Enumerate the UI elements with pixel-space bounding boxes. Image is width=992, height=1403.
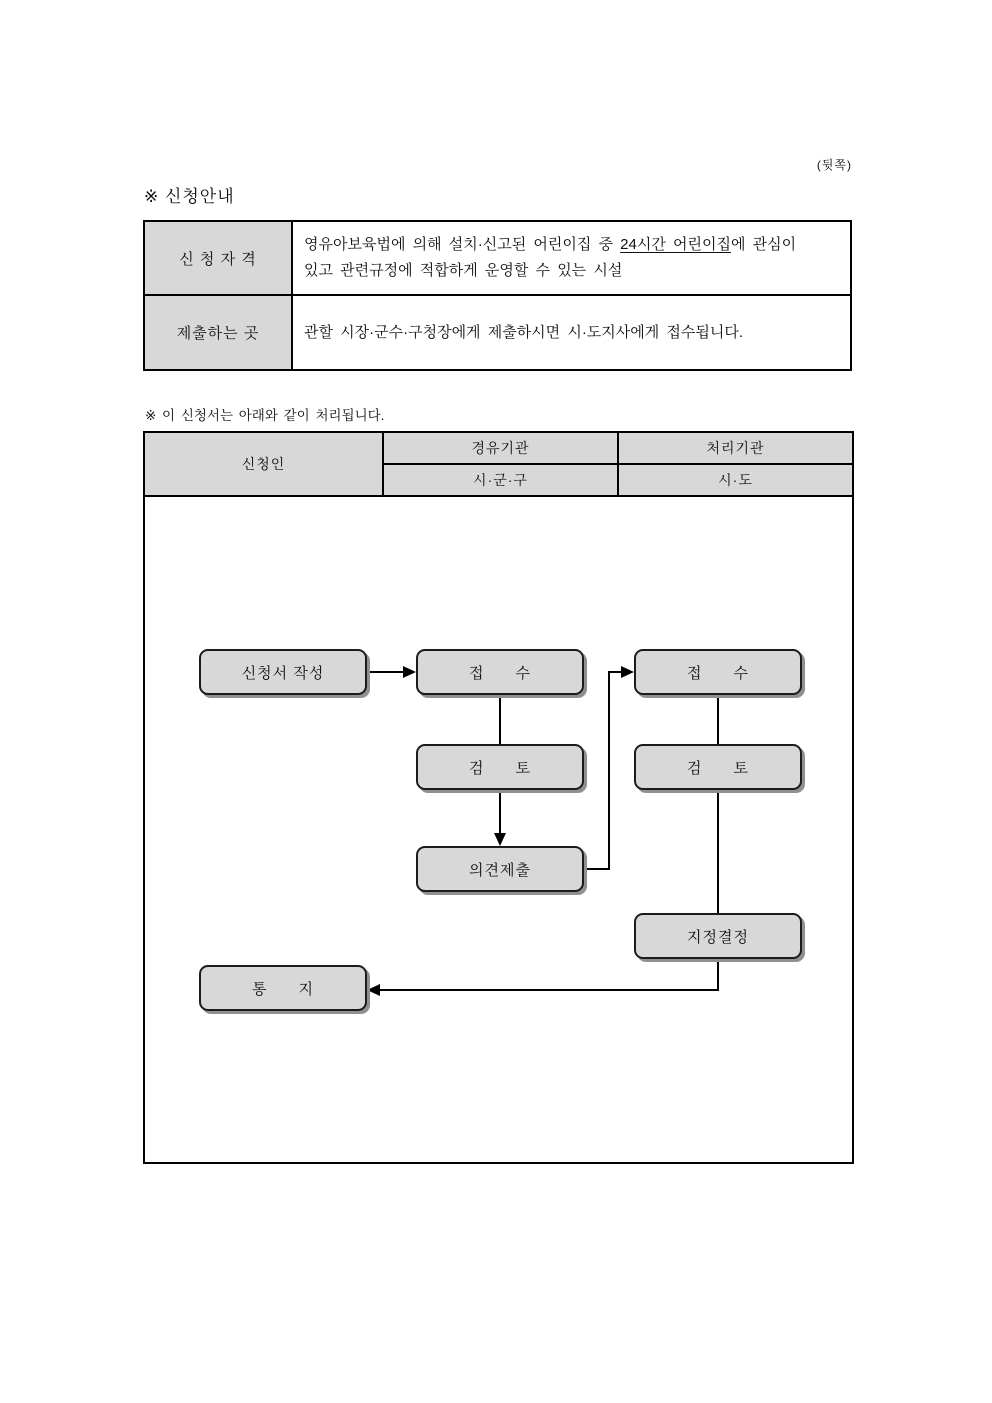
column-header-applicant: 신청인 <box>144 432 383 496</box>
column-subheader-si-do: 시·도 <box>618 464 853 496</box>
guide-section-heading: ※ 신청안내 <box>144 187 235 206</box>
column-subheader-si-gun-gu: 시·군·구 <box>383 464 618 496</box>
flowchart-area <box>144 496 853 1163</box>
eligibility-text-line2: 있고 관련규정에 적합하게 운영할 수 있는 시설 <box>304 262 623 279</box>
column-header-via-org: 경유기관 <box>383 432 618 464</box>
flow-node-receipt-sido: 접 수 <box>634 649 802 695</box>
flow-node-submit-opinion: 의견제출 <box>416 846 584 892</box>
eligibility-value-cell <box>292 221 851 295</box>
table-row-eligibility <box>144 221 851 295</box>
corner-note: (뒷쪽) <box>816 158 852 172</box>
edge-write-to-receive1 <box>367 666 416 678</box>
flow-node-review-sido: 검 토 <box>634 744 802 790</box>
table-row-submission <box>144 295 851 370</box>
process-section-heading: ※ 이 신청서는 아래와 같이 처리됩니다. <box>145 408 385 423</box>
flow-node-write-application: 신청서 작성 <box>199 649 367 695</box>
submission-label-cell: 제출하는 곳 <box>144 295 292 370</box>
flow-node-designation-decision: 지정결정 <box>634 913 802 959</box>
edge-decision-to-notice <box>367 959 718 996</box>
eligibility-text-part1: 영유아보육법에 의해 설치·신고된 어린이집 중 <box>304 236 621 253</box>
process-flow-table <box>143 431 854 1164</box>
edge-opinion-to-receive2 <box>584 666 634 869</box>
process-body-row <box>144 496 853 1163</box>
flow-node-review-sigungu: 검 토 <box>416 744 584 790</box>
eligibility-text-part2: 에 관심이 <box>730 236 797 253</box>
column-header-handler-org: 처리기관 <box>618 432 853 464</box>
flow-node-receipt-sigungu: 접 수 <box>416 649 584 695</box>
page-content <box>143 0 852 1164</box>
flow-node-notification: 통 지 <box>199 965 367 1011</box>
process-header-row-1 <box>144 432 853 464</box>
edge-review1-to-opinion <box>494 790 506 846</box>
eligibility-label-cell: 신 청 자 격 <box>144 221 292 295</box>
eligibility-text-underlined: 24시간 어린이집 <box>620 236 731 253</box>
application-guide-table <box>143 220 852 371</box>
flow-connectors <box>145 497 854 1162</box>
submission-value-cell: 관할 시장·군수·구청장에게 제출하시면 시·도지사에게 접수됩니다. <box>292 295 851 370</box>
